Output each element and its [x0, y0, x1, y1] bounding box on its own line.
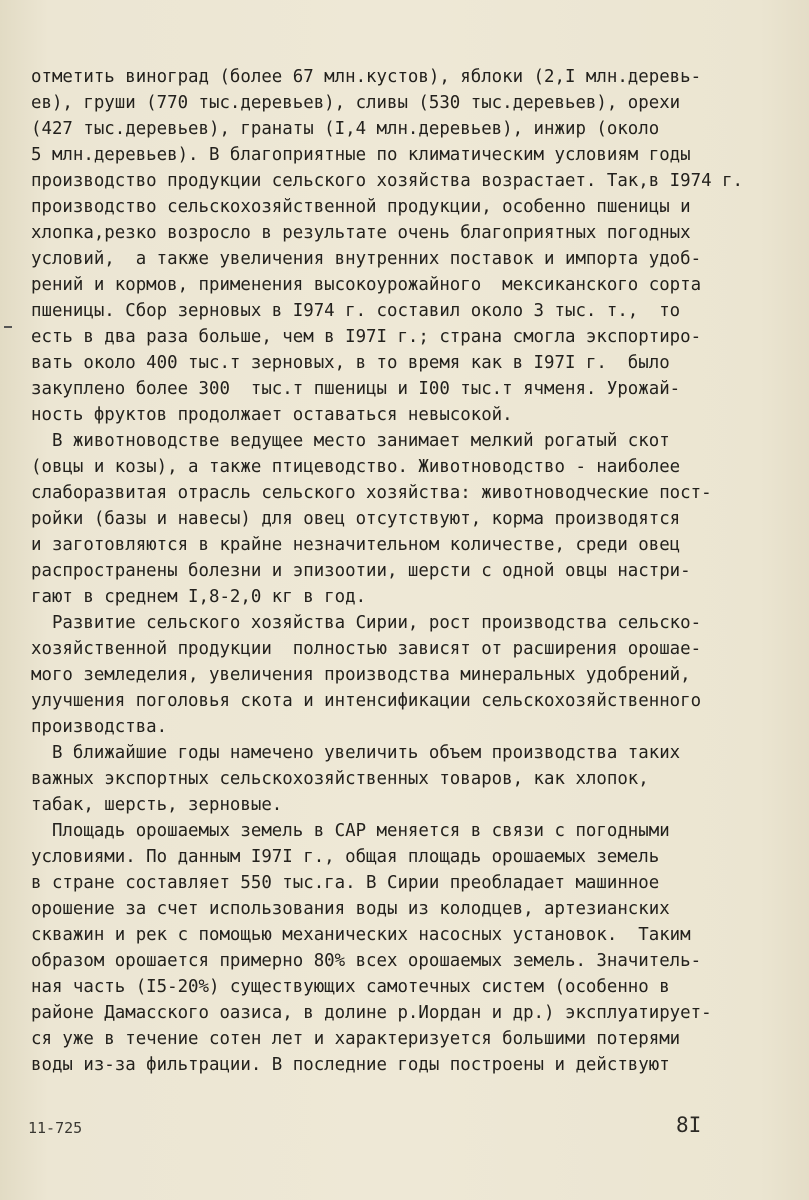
text-line: (овцы и козы), а также птицеводство. Животноводство - наиболее [31, 457, 681, 477]
text-line: распространены болезни и эпизоотии, шерсти с одной овцы настри- [31, 561, 691, 581]
text-line: есть в два раза больше, чем в I97I г.; страна смогла экспортиро- [31, 327, 702, 347]
text-line: гают в среднем I,8-2,0 кг в год. [31, 587, 367, 607]
text-line: слаборазвитая отрасль сельского хозяйства: животноводческие пост- [31, 483, 712, 503]
text-line: (427 тыс.деревьев), гранаты (I,4 млн.деревьев), инжир (около [31, 119, 660, 139]
text-line: вать около 400 тыс.т зерновых, в то время как в I97I г. было [31, 353, 670, 373]
text-line: условиями. По данным I97I г., общая площадь орошаемых земель [31, 847, 660, 867]
text-line: ройки (базы и навесы) для овец отсутствуют, корма производятся [31, 509, 681, 529]
text-line: производство продукции сельского хозяйства возрастает. Так,в I974 г. [31, 171, 743, 191]
text-line: скважин и рек с помощью механических насосных установок. Таким [31, 925, 691, 945]
text-line: в стране составляет 550 тыс.га. В Сирии преобладает машинное [31, 873, 660, 893]
text-line: хлопка,резко возросло в результате очень благоприятных погодных [31, 223, 691, 243]
text-line: закуплено более 300 тыс.т пшеницы и I00 тыс.т ячменя. Урожай- [31, 379, 681, 399]
body-text [31, 64, 776, 1078]
text-line: пшеницы. Сбор зерновых в I974 г. составил около 3 тыс. т., то [31, 301, 681, 321]
text-line: производство сельскохозяйственной продукции, особенно пшеницы и [31, 197, 691, 217]
text-line: табак, шерсть, зерновые. [31, 795, 283, 815]
text-line: воды из-за фильтрации. В последние годы построены и действуют [31, 1055, 670, 1075]
text-line: улучшения поголовья скота и интенсификации сельскохозяйственного [31, 691, 702, 711]
text-line: образом орошается примерно 80% всех орошаемых земель. Значитель- [31, 951, 702, 971]
text-line: хозяйственной продукции полностью зависят от расширения орошае- [31, 639, 702, 659]
page-number: 8I [676, 1113, 702, 1137]
sheet-code: 11-725 [28, 1119, 83, 1137]
text-line: и заготовляются в крайне незначительном количестве, среди овец [31, 535, 681, 555]
text-line: рений и кормов, применения высокоурожайного мексиканского сорта [31, 275, 702, 295]
text-line: ная часть (I5-20%) существующих самотечных систем (особенно в [31, 977, 670, 997]
text-line: Площадь орошаемых земель в САР меняется в связи с погодными [31, 821, 670, 841]
text-line: В животноводстве ведущее место занимает мелкий рогатый скот [31, 431, 670, 451]
text-line: важных экспортных сельскохозяйственных товаров, как хлопок, [31, 769, 649, 789]
text-line: 5 млн.деревьев). В благоприятные по климатическим условиям годы [31, 145, 691, 165]
text-line: Развитие сельского хозяйства Сирии, рост производства сельско- [31, 613, 702, 633]
text-line: ев), груши (770 тыс.деревьев), сливы (530 тыс.деревьев), орехи [31, 93, 681, 113]
text-line: ся уже в течение сотен лет и характеризуется большими потерями [31, 1029, 681, 1049]
text-line: мого земледелия, увеличения производства минеральных удобрений, [31, 665, 691, 685]
text-line: отметить виноград (более 67 млн.кустов), яблоки (2,I млн.деревь- [31, 67, 702, 87]
text-line: условий, а также увеличения внутренних поставок и импорта удоб- [31, 249, 702, 269]
text-line: районе Дамасского оазиса, в долине р.Иордан и др.) эксплуатирует- [31, 1003, 712, 1023]
margin-mark [4, 326, 12, 328]
text-line: орошение за счет использования воды из колодцев, артезианских [31, 899, 670, 919]
text-line: В ближайшие годы намечено увеличить объем производства таких [31, 743, 681, 763]
text-line: производства. [31, 717, 168, 737]
text-line: ность фруктов продолжает оставаться невысокой. [31, 405, 513, 425]
